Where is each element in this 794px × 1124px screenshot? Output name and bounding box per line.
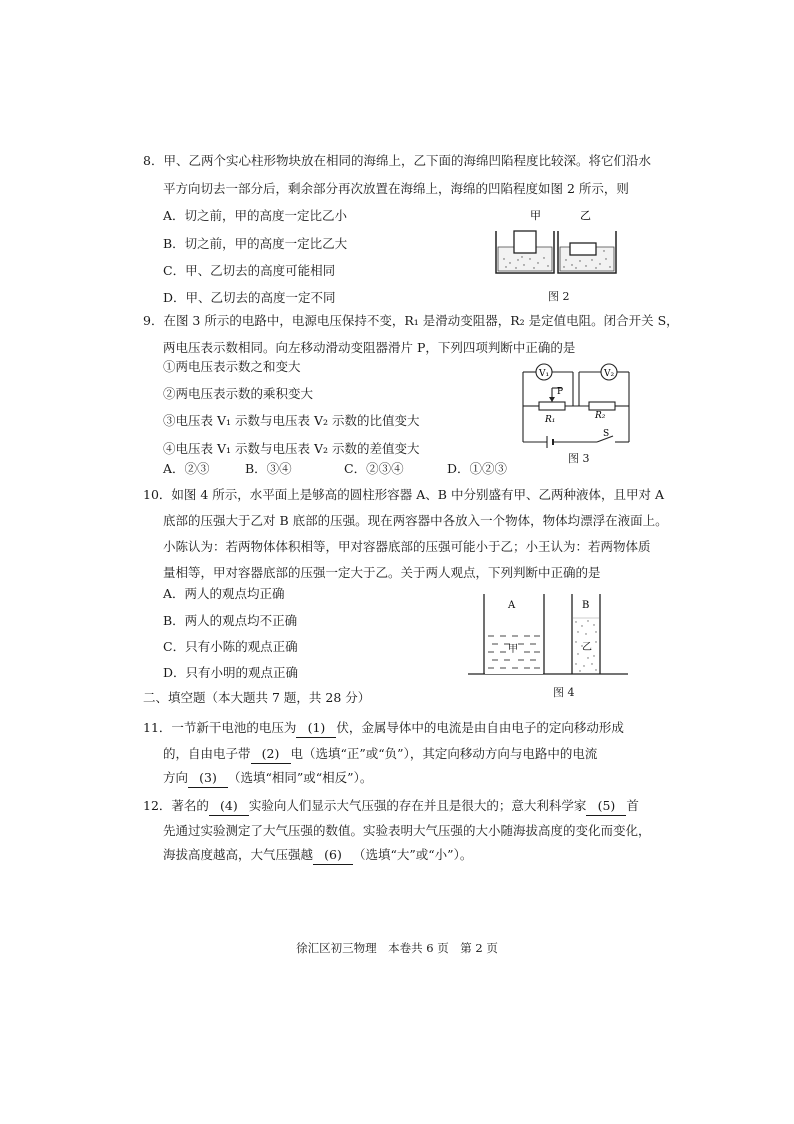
q11-line-2 bbox=[163, 745, 597, 764]
q9-option-b: B．③④ bbox=[245, 461, 292, 476]
q11-text-6: （选填“相同”或“相反”）。 bbox=[228, 770, 373, 785]
q12-text-6: （选填“大”或“小”）。 bbox=[353, 847, 473, 862]
fig3-r1-label: R₁ bbox=[545, 415, 556, 425]
figure-2-sponges bbox=[492, 205, 622, 277]
q9-statement-4: ④电压表 V₁ 示数与电压表 V₂ 示数的差值变大 bbox=[163, 441, 420, 456]
figure-4-containers bbox=[468, 590, 628, 680]
q8-option-b: B．切之前，甲的高度一定比乙大 bbox=[163, 236, 348, 251]
fig3-p-label: P bbox=[557, 387, 564, 397]
q11-line-3 bbox=[163, 769, 372, 788]
q9-statement-2: ②两电压表示数的乘积变大 bbox=[163, 386, 314, 401]
page-footer: 徐汇区初三物理 本卷共 6 页 第 2 页 bbox=[296, 941, 498, 955]
q8-line-1: 8．甲、乙两个实心柱形物块放在相同的海绵上，乙下面的海绵凹陷程度比较深。将它们沿水 bbox=[143, 153, 651, 168]
q11-blank-1[interactable]: (1) bbox=[296, 719, 336, 738]
q10-line-4: 量相等，甲对容器底部的压强一定大于乙。关于两人观点，下列判断中正确的是 bbox=[163, 565, 601, 580]
q10-option-c: C．只有小陈的观点正确 bbox=[163, 639, 298, 654]
q10-option-b: B．两人的观点均不正确 bbox=[163, 613, 298, 628]
q11-text-1: 11．一节新干电池的电压为 bbox=[143, 720, 297, 735]
q11-text-5: 方向 bbox=[163, 770, 189, 785]
fig4-caption: 图 4 bbox=[553, 686, 575, 699]
q11-text-3: 的，自由电子带 bbox=[163, 746, 251, 761]
q10-line-3: 小陈认为：若两物体体积相等，甲对容器底部的压强可能小于乙；小王认为：若两物体质 bbox=[163, 539, 651, 554]
q12-line-2: 先通过实验测定了大气压强的数值。实验表明大气压强的大小随海拔高度的变化而变化， bbox=[163, 823, 651, 838]
q11-blank-2[interactable]: (2) bbox=[251, 745, 291, 764]
fig2-label-yi: 乙 bbox=[580, 209, 591, 222]
q10-option-d: D．只有小明的观点正确 bbox=[163, 665, 299, 680]
q12-blank-4[interactable]: (4) bbox=[209, 797, 249, 816]
q11-blank-3[interactable]: (3) bbox=[188, 769, 228, 788]
section-2-title: 二、填空题（本大题共 7 题，共 28 分） bbox=[143, 690, 371, 705]
q10-line-2: 底部的压强大于乙对 B 底部的压强。现在两容器中各放入一个物体，物体均漂浮在液面上。 bbox=[163, 513, 668, 528]
q12-text-1: 12．著名的 bbox=[143, 798, 209, 813]
figure-3-circuit bbox=[517, 358, 637, 458]
q9-statement-1: ①两电压表示数之和变大 bbox=[163, 359, 301, 374]
fig3-caption: 图 3 bbox=[568, 452, 590, 465]
fig4-label-b: B bbox=[582, 600, 590, 611]
q8-option-a: A．切之前，甲的高度一定比乙小 bbox=[163, 208, 348, 223]
fig3-r2-label: R₂ bbox=[595, 411, 606, 421]
q12-text-5: 海拔高度越高，大气压强越 bbox=[163, 847, 314, 862]
q11-text-4: 电（选填“正”或“负”），其定向移动方向与电路中的电流 bbox=[290, 746, 598, 761]
q12-text-2: 实验向人们显示大气压强的存在并且是很大的；意大利科学家 bbox=[248, 798, 587, 813]
q11-text-2: 伏，金属导体中的电流是由自由电子的定向移动形成 bbox=[336, 720, 624, 735]
fig4-label-a: A bbox=[508, 600, 516, 611]
q10-option-a: A．两人的观点均正确 bbox=[163, 586, 285, 601]
q9-line-2: 两电压表示数相同。向左移动滑动变阻器滑片 P，下列四项判断中正确的是 bbox=[163, 340, 576, 355]
q12-text-3: 首 bbox=[626, 798, 639, 813]
q8-option-d: D．甲、乙切去的高度一定不同 bbox=[163, 290, 336, 305]
fig3-v2-label: V₂ bbox=[604, 369, 615, 379]
q9-option-a: A．②③ bbox=[163, 461, 210, 476]
q9-option-d: D．①②③ bbox=[447, 461, 508, 476]
q8-option-c: C．甲、乙切去的高度可能相同 bbox=[163, 263, 336, 278]
q10-line-1: 10．如图 4 所示，水平面上是够高的圆柱形容器 A、B 中分别盛有甲、乙两种液体，且甲对 A bbox=[143, 487, 664, 502]
q12-blank-6[interactable]: (6) bbox=[313, 846, 353, 865]
q12-blank-5[interactable]: (5) bbox=[586, 797, 626, 816]
q9-option-c: C．②③④ bbox=[344, 461, 404, 476]
fig3-v1-label: V₁ bbox=[539, 369, 550, 379]
q8-line-2: 平方向切去一部分后，剩余部分再次放置在海绵上，海绵的凹陷程度如图 2 所示，则 bbox=[163, 181, 629, 196]
fig2-label-jia: 甲 bbox=[530, 209, 541, 222]
fig2-caption: 图 2 bbox=[548, 290, 570, 303]
q11-line-1 bbox=[143, 719, 624, 738]
fig4-label-jia: 甲 bbox=[508, 644, 518, 655]
fig4-label-yi: 乙 bbox=[582, 642, 592, 653]
fig3-s-label: S bbox=[603, 429, 610, 439]
q12-line-3 bbox=[163, 846, 472, 865]
q12-line-1 bbox=[143, 797, 639, 816]
q9-line-1: 9．在图 3 所示的电路中，电源电压保持不变，R₁ 是滑动变阻器，R₂ 是定值电阻。闭合开关 S， bbox=[143, 313, 679, 328]
q9-statement-3: ③电压表 V₁ 示数与电压表 V₂ 示数的比值变大 bbox=[163, 413, 420, 428]
